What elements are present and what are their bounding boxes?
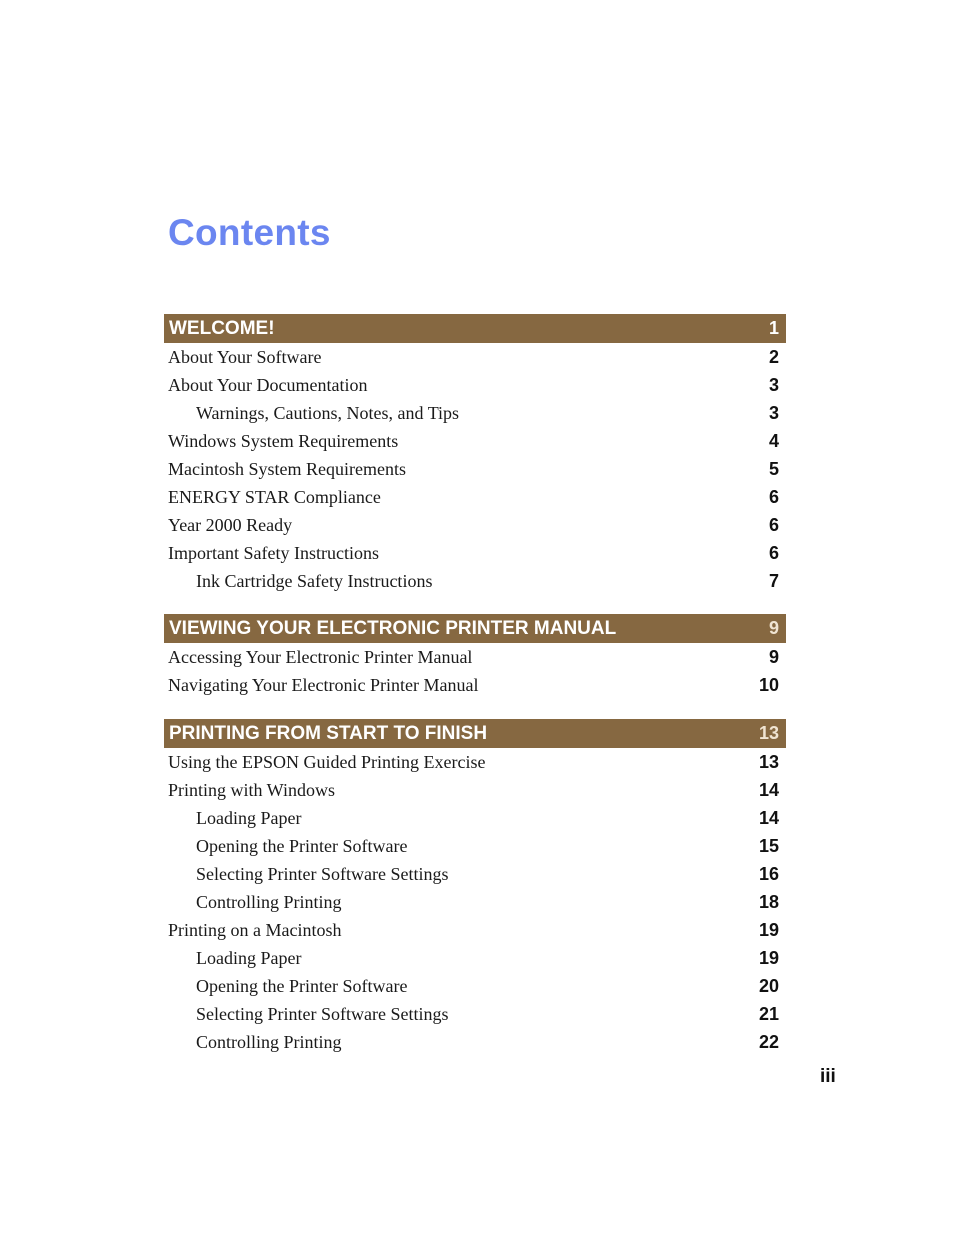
toc-entry[interactable]	[164, 643, 786, 671]
toc-entry[interactable]	[164, 511, 786, 539]
section-heading[interactable]	[164, 719, 786, 748]
toc-entry-label: Controlling Printing	[196, 1031, 342, 1052]
toc-entry-label: Opening the Printer Software	[196, 835, 408, 856]
toc-entry-label: Loading Paper	[196, 807, 302, 828]
toc-entry-label: Loading Paper	[196, 947, 302, 968]
toc-entry[interactable]	[164, 371, 786, 399]
page-title: Contents	[168, 212, 331, 253]
toc-entry-label: Printing with Windows	[168, 779, 335, 800]
toc-entry-page: 3	[768, 374, 779, 395]
toc-entry-page: 20	[758, 975, 779, 996]
section-title: PRINTING FROM START TO FINISH	[169, 722, 488, 744]
toc-entry[interactable]	[164, 343, 786, 371]
toc-entry-label: Windows System Requirements	[168, 430, 399, 451]
toc-subentry[interactable]	[164, 832, 786, 860]
section-title: WELCOME!	[169, 317, 275, 339]
toc-subentry[interactable]	[164, 972, 786, 1000]
toc-entry-page: 22	[758, 1031, 779, 1052]
toc-entry-page: 6	[768, 542, 779, 563]
toc-entry-label: Warnings, Cautions, Notes, and Tips	[196, 402, 460, 423]
toc-entry[interactable]	[164, 748, 786, 776]
toc-entry-label: Ink Cartridge Safety Instructions	[196, 570, 433, 591]
toc-entry-label: ENERGY STAR Compliance	[168, 486, 381, 507]
section-heading[interactable]	[164, 314, 786, 343]
toc-subentry[interactable]	[164, 888, 786, 916]
toc-section-printing	[164, 719, 786, 1056]
section-heading[interactable]	[164, 614, 786, 643]
toc-entry-page: 21	[758, 1003, 779, 1024]
toc-entry-page: 4	[768, 430, 779, 451]
toc-entry-label: About Your Documentation	[168, 374, 368, 395]
toc-section-welcome	[164, 314, 786, 595]
toc-entry-label: Selecting Printer Software Settings	[196, 1003, 449, 1024]
toc-entry-page: 9	[768, 646, 779, 667]
toc-entry-page: 7	[768, 570, 779, 591]
toc-entry[interactable]	[164, 916, 786, 944]
toc-entry-label: Macintosh System Requirements	[168, 458, 406, 479]
toc-subentry[interactable]	[164, 804, 786, 832]
toc-entry-page: 6	[768, 514, 779, 535]
toc-entry-label: Using the EPSON Guided Printing Exercise	[168, 751, 486, 772]
toc-entry-page: 5	[768, 458, 779, 479]
toc-entry-label: Important Safety Instructions	[168, 542, 379, 563]
toc-entry-page: 6	[768, 486, 779, 507]
toc-entry-page: 13	[758, 751, 779, 772]
toc-entry-page: 10	[758, 674, 779, 695]
toc-subentry[interactable]	[164, 944, 786, 972]
toc-entry-page: 14	[758, 807, 779, 828]
toc-entry-label: Controlling Printing	[196, 891, 342, 912]
toc-subentry[interactable]	[164, 1000, 786, 1028]
toc-entry-page: 14	[758, 779, 779, 800]
toc-entry-label: Selecting Printer Software Settings	[196, 863, 449, 884]
toc-subentry[interactable]	[164, 567, 786, 595]
toc-subentry[interactable]	[164, 860, 786, 888]
toc-subentry[interactable]	[164, 1028, 786, 1056]
toc-entry[interactable]	[164, 539, 786, 567]
toc-entry-page: 16	[758, 863, 779, 884]
toc-entry-label: Navigating Your Electronic Printer Manual	[168, 674, 479, 695]
toc-section-viewing-manual	[164, 614, 786, 699]
section-page-number: 13	[758, 723, 779, 743]
section-title: VIEWING YOUR ELECTRONIC PRINTER MANUAL	[169, 617, 617, 639]
section-page-number: 9	[768, 618, 779, 638]
toc-subentry[interactable]	[164, 399, 786, 427]
toc-entry[interactable]	[164, 427, 786, 455]
toc-entry-label: Year 2000 Ready	[168, 514, 293, 535]
toc-entry-page: 18	[758, 891, 779, 912]
section-page-number: 1	[768, 318, 779, 338]
toc-entry-page: 2	[768, 346, 779, 367]
page-folio: iii	[820, 1066, 836, 1087]
toc-entry-page: 19	[758, 947, 779, 968]
toc-entry-label: Accessing Your Electronic Printer Manual	[168, 646, 473, 667]
toc-entry[interactable]	[164, 776, 786, 804]
toc-entry-label: Printing on a Macintosh	[168, 919, 342, 940]
toc-entry[interactable]	[164, 455, 786, 483]
toc-entry-page: 15	[758, 835, 779, 856]
toc-entry-page: 3	[768, 402, 779, 423]
toc-entry-page: 19	[758, 919, 779, 940]
toc-entry-label: Opening the Printer Software	[196, 975, 408, 996]
toc-entry-label: About Your Software	[168, 346, 322, 367]
toc-entry[interactable]	[164, 483, 786, 511]
toc-entry[interactable]	[164, 671, 786, 699]
